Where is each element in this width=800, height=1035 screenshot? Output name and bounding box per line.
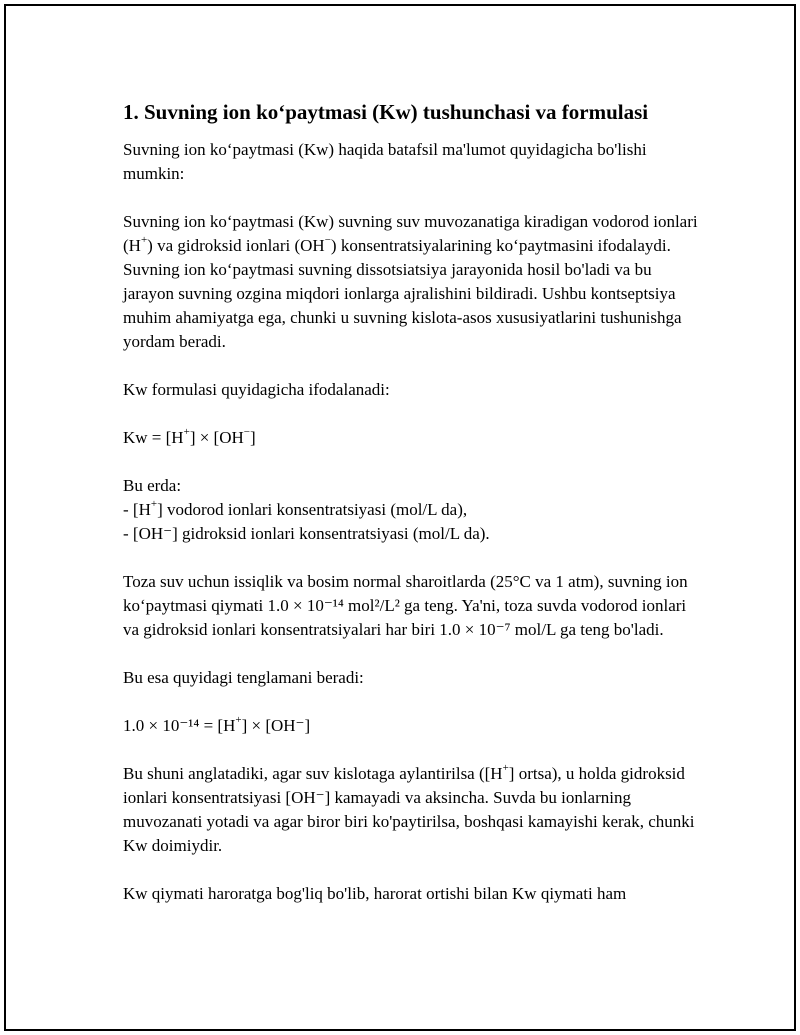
kw-formula — [123, 426, 703, 450]
temperature-paragraph: Kw qiymati haroratga bog'liq bo'lib, harorat ortishi bilan Kw qiymati ham — [123, 884, 627, 903]
section-heading: 1. Suvning ion ko‘paytmasi (Kw) tushunchasi va formulasi — [123, 100, 649, 124]
meaning-text-1: Bu shuni anglatadiki, agar suv kislotaga aylantirilsa ([H — [123, 764, 503, 783]
formula-intro: Kw formulasi quyidagicha ifodalanadi: — [123, 380, 390, 399]
formula-text-3: ] — [250, 428, 256, 447]
meaning-paragraph — [123, 762, 703, 858]
equation-intro: Bu esa quyidagi tenglamani beradi: — [123, 668, 364, 687]
where-item-hydrogen — [123, 498, 703, 522]
document-body — [123, 98, 703, 930]
definition-paragraph — [123, 210, 703, 354]
formula-text-2: ] × [OH — [189, 428, 244, 447]
where-item1-text-2: ] vodorod ionlari konsentratsiyasi (mol/L da), — [157, 500, 468, 519]
intro-paragraph: Suvning ion ko‘paytmasi (Kw) haqida batafsil ma'lumot quyidagicha bo'lishi mumkin: — [123, 140, 647, 183]
kw-equation — [123, 714, 703, 738]
where-item1-charge: + — [150, 498, 158, 511]
meaning-hydrogen-charge: + — [502, 762, 509, 775]
hydrogen-charge: + — [140, 234, 148, 247]
where-label: Bu erda: — [123, 476, 182, 495]
page-frame — [4, 4, 796, 1031]
hydroxide-charge: − — [324, 234, 331, 247]
pure-water-paragraph: Toza suv uchun issiqlik va bosim normal sharoitlarda (25°C va 1 atm), suvning ion ko‘paytmasi qiymati 1.0 × 10⁻¹⁴ mol²/L² ga teng. Ya'ni, toza suvda vodorod ionlari va gidroksid ionlari konsentratsiyalari har biri 1.0 × 10⁻⁷ mol/L ga teng bo'ladi. — [123, 572, 688, 639]
equation-text-2: ] × [OH⁻] — [241, 716, 311, 735]
definition-text-1: Suvning ion ko‘paytmasi (Kw) suvning suv muvozanatiga kiradigan vodorod ionlari (H — [123, 212, 698, 255]
definition-text-3: ) konsentratsiyalarining ko‘paytmasini ifodalaydi. Suvning ion ko‘paytmasi suvning dissotsiatsiya jarayonida hosil bo'ladi va bu jarayon suvning ozgina miqdori ionlarga ajralishini bildiradi. Ushbu kontseptsiya muhim ahamiyatga ega, chunki u suvning kislota-asos xususiyatlarini tushunishga yordam beradi. — [123, 236, 682, 351]
where-item1-text-1: - [H — [123, 500, 151, 519]
where-item-hydroxide: - [OH⁻] gidroksid ionlari konsentratsiyasi (mol/L da). — [123, 524, 490, 543]
definition-text-2: ) va gidroksid ionlari (OH — [147, 236, 325, 255]
formula-hydrogen-charge: + — [183, 426, 190, 439]
formula-text-1: Kw = [H — [123, 428, 184, 447]
formula-hydroxide-charge: − — [243, 426, 250, 439]
equation-hydrogen-charge: + — [235, 714, 242, 727]
meaning-text-2: ] ortsa), u holda gidroksid ionlari konsentratsiyasi [OH⁻] kamayadi va aksincha. Suvda bu ionlarning muvozanati yotadi va agar biror biri ko'paytirilsa, boshqasi kamayishi kerak, chunki Kw doimiydir. — [123, 764, 695, 855]
equation-text-1: 1.0 × 10⁻¹⁴ = [H — [123, 716, 236, 735]
